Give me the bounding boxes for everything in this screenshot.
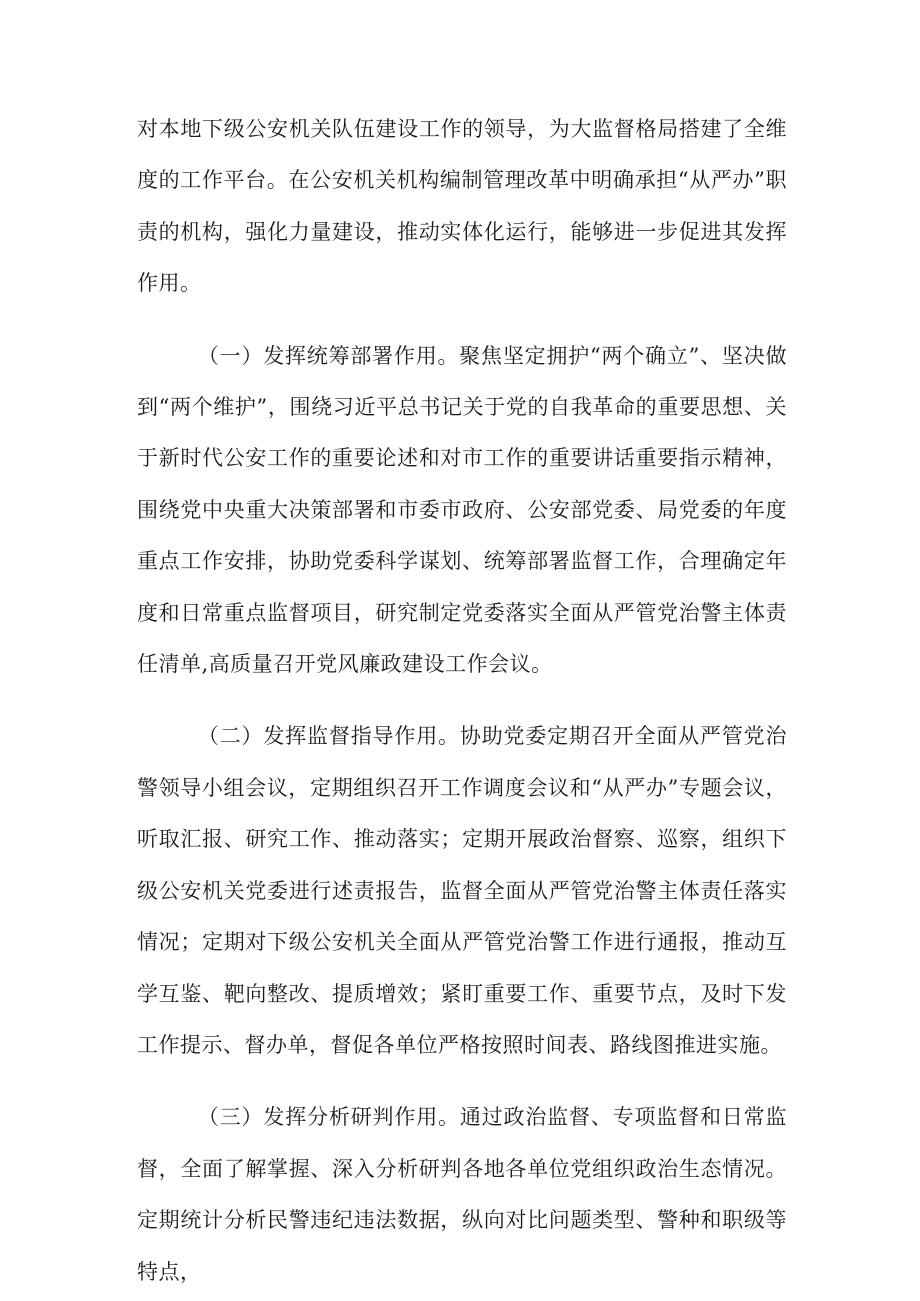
paragraph-coordination-role: （一）发挥统筹部署作用。聚焦坚定拥护“两个确立”、坚决做到“两个维护”，围绕习近平总书记关于党的自我革命的重要思想、关于新时代公安工作的重要论述和对市工作的重要讲话重要指示精神，围绕党中央重大决策部署和市委市政府、公安部党委、局党委的年度重点工作安排，协助党委科学谋划、统筹部署监督工作，合理确定年度和日常重点监督项目，研究制定党委落实全面从严管党治警主体责任清单,高质量召开党风廉政建设工作会议。 [137,343,787,677]
document-body [137,104,787,1298]
paragraph-supervision-role: （二）发挥监督指导作用。协助党委定期召开全面从严管党治警领导小组会议，定期组织召开工作调度会议和“从严办”专题会议，听取汇报、研究工作、推动落实；定期开展政治督察、巡察，组织下级公安机关党委进行述责报告，监督全面从严管党治警主体责任落实情况；定期对下级公安机关全面从严管党治警工作进行通报，推动互学互鉴、靶向整改、提质增效；紧盯重要工作、重要节点，及时下发工作提示、督办单，督促各单位严格按照时间表、路线图推进实施。 [137,724,787,1057]
paragraph-continuation: 对本地下级公安机关队伍建设工作的领导，为大监督格局搭建了全维度的工作平台。在公安机关机构编制管理改革中明确承担“从严办”职责的机构，强化力量建设，推动实体化运行，能够进一步促进其发挥作用。 [137,117,787,296]
paragraph-analysis-role: （三）发挥分析研判作用。通过政治监督、专项监督和日常监督，全面了解掌握、深入分析研判各地各单位党组织政治生态情况。定期统计分析民警违纪违法数据，纵向对比问题类型、警种和职级等特点， [137,1105,787,1284]
